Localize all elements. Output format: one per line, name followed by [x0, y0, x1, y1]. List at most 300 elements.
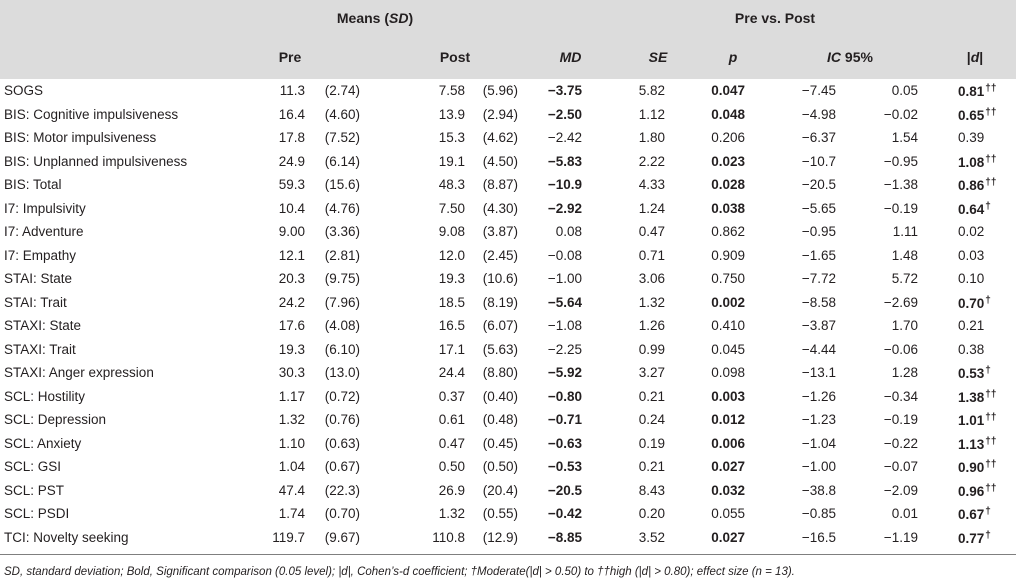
- cell-se: 1.32: [638, 294, 665, 310]
- cell-se: 0.99: [638, 341, 665, 357]
- table-row: [0, 432, 1016, 456]
- cell-pre-sd: (0.63): [324, 435, 360, 451]
- d-header: [955, 49, 995, 65]
- effect-size-marker: †: [985, 200, 991, 212]
- cell-post-sd: (8.87): [482, 177, 518, 192]
- cell-md: −2.92: [547, 200, 582, 216]
- cell-d: [958, 154, 996, 170]
- table-row: [0, 220, 1016, 244]
- cell-pre-sd: (0.67): [324, 459, 360, 474]
- cell-post-mean: 15.3: [438, 130, 465, 145]
- cell-md: −0.42: [547, 506, 582, 521]
- cell-md: −2.25: [547, 341, 582, 357]
- cell-se: 0.24: [638, 412, 665, 427]
- cell-d: [958, 342, 984, 357]
- cell-pre-sd: (9.67): [324, 529, 360, 545]
- cell-se: 1.24: [638, 200, 665, 216]
- cell-ic-low: −1.23: [801, 412, 836, 427]
- cell-d-value: 0.39: [958, 130, 985, 145]
- table-row: [0, 173, 1016, 197]
- cell-ic-low: −4.44: [801, 341, 836, 357]
- cell-ic-high: −0.22: [883, 435, 918, 451]
- cell-d: [958, 483, 996, 499]
- cell-d: [958, 295, 991, 311]
- cell-pre-mean: 11.3: [279, 83, 305, 98]
- cell-d-value: 1.38: [958, 389, 985, 405]
- cell-pre-sd: (2.81): [324, 247, 360, 263]
- cell-d: [958, 177, 996, 193]
- cell-ic-high: 1.70: [891, 318, 918, 333]
- cell-ic-high: 1.28: [891, 365, 918, 380]
- cell-ic-low: −0.95: [801, 224, 836, 239]
- cell-pre-mean: 30.3: [278, 365, 305, 380]
- cell-post-sd: (0.50): [482, 459, 518, 474]
- cell-p: 0.098: [711, 365, 745, 380]
- cell-md: −0.53: [547, 459, 582, 474]
- cell-d-value: 0.38: [958, 341, 985, 357]
- cell-md: −5.64: [547, 294, 582, 310]
- cell-pre-mean: 59.3: [278, 177, 305, 192]
- cell-pre-mean: 47.4: [278, 482, 305, 498]
- cell-post-mean: 12.0: [438, 247, 465, 263]
- cell-label: STAXI: Anger expression: [4, 365, 154, 380]
- cell-ic-low: −8.58: [801, 294, 836, 310]
- cell-pre-sd: (0.72): [324, 388, 360, 404]
- cell-se: 1.12: [638, 106, 665, 122]
- p-label: p: [728, 49, 738, 65]
- cell-pre-mean: 20.3: [278, 271, 305, 286]
- cell-ic-high: 5.72: [891, 271, 918, 286]
- cell-label: BIS: Motor impulsiveness: [4, 130, 157, 145]
- cell-post-sd: (6.07): [482, 318, 518, 333]
- cell-d-value: 1.01: [958, 413, 985, 428]
- table-row: [0, 479, 1016, 503]
- cell-label: BIS: Cognitive impulsiveness: [4, 106, 179, 122]
- cell-label: I7: Impulsivity: [4, 200, 86, 216]
- cell-se: 3.52: [638, 529, 665, 545]
- cell-ic-high: −1.38: [883, 177, 918, 192]
- cell-pre-mean: 24.2: [278, 294, 305, 310]
- cell-post-mean: 7.58: [438, 83, 465, 98]
- cell-ic-high: −0.34: [883, 388, 918, 404]
- cell-p: 0.038: [711, 200, 745, 216]
- cell-d-value: 0.77: [958, 530, 985, 546]
- cell-ic-high: 0.05: [891, 83, 918, 98]
- cell-d-value: 1.08: [958, 154, 985, 170]
- cell-se: 0.47: [638, 224, 665, 239]
- cell-pre-mean: 17.8: [278, 130, 305, 145]
- cell-ic-low: −20.5: [801, 177, 836, 192]
- table-row: [0, 244, 1016, 268]
- cell-ic-high: −0.19: [883, 200, 918, 216]
- cell-d: [958, 389, 996, 405]
- p-header: [718, 49, 748, 65]
- cell-label: STAXI: State: [4, 318, 82, 333]
- cell-post-mean: 26.9: [438, 482, 465, 498]
- cell-pre-sd: (0.70): [324, 506, 360, 521]
- cell-post-sd: (4.50): [482, 153, 518, 169]
- table-row: [0, 291, 1016, 315]
- cell-post-mean: 19.1: [438, 153, 465, 169]
- cell-ic-high: −0.02: [883, 106, 918, 122]
- cell-p: 0.027: [711, 459, 745, 474]
- means-prefix: Means (: [336, 10, 389, 26]
- post-label: Post: [439, 49, 471, 65]
- cell-d-value: 0.81: [958, 84, 985, 99]
- cell-post-sd: (0.55): [482, 506, 518, 521]
- cell-label: TCI: Novelty seeking: [4, 529, 129, 545]
- table-bottom-rule: [0, 554, 1016, 555]
- cell-post-sd: (20.4): [482, 482, 518, 498]
- cell-ic-low: −1.26: [801, 388, 836, 404]
- cell-post-sd: (4.62): [482, 130, 518, 145]
- se-label: SE: [648, 49, 668, 65]
- cell-pre-sd: (7.52): [324, 130, 360, 145]
- cell-pre-mean: 24.9: [278, 153, 305, 169]
- cell-ic-low: −0.85: [801, 506, 836, 521]
- cell-d: [958, 201, 991, 217]
- cell-label: SCL: Anxiety: [4, 435, 82, 451]
- cell-se: 5.82: [638, 83, 665, 98]
- cell-d-value: 0.10: [958, 271, 985, 286]
- table-footnote: SD, standard deviation; Bold, Significant comparison (0.05 level); |d|, Cohen’s-d coefficient; †Moderate(|d| > 0.50) to ††high (|d| > 0.80); effect size (n = 13).: [4, 566, 795, 578]
- cell-p: 0.862: [711, 224, 745, 239]
- cell-post-mean: 9.08: [438, 224, 465, 239]
- table-row: [0, 338, 1016, 362]
- table-row: [0, 455, 1016, 479]
- cell-pre-sd: (7.96): [324, 294, 360, 310]
- table-row: [0, 526, 1016, 550]
- cell-post-sd: (4.30): [482, 200, 518, 216]
- pre-header: [240, 49, 340, 65]
- header-row-1: [0, 0, 1016, 38]
- cell-label: SCL: PST: [4, 482, 65, 498]
- cell-pre-mean: 1.74: [278, 506, 305, 521]
- cell-d: [958, 224, 984, 239]
- cell-post-mean: 13.9: [438, 106, 465, 122]
- cell-md: −8.85: [547, 529, 582, 545]
- cell-p: 0.032: [711, 482, 745, 498]
- cell-d-value: 0.03: [958, 247, 985, 263]
- cell-post-sd: (2.45): [482, 247, 518, 263]
- cell-post-sd: (8.19): [482, 294, 518, 310]
- cell-post-sd: (2.94): [482, 106, 518, 122]
- cell-label: STAI: State: [4, 271, 73, 286]
- cell-ic-high: 0.01: [891, 506, 918, 521]
- cell-ic-low: −3.87: [801, 318, 836, 333]
- cell-se: 0.71: [638, 247, 665, 263]
- cell-d-value: 0.90: [958, 460, 985, 475]
- cell-d: [958, 130, 984, 145]
- means-suffix: ): [408, 10, 414, 26]
- cell-md: −5.83: [547, 153, 582, 169]
- cell-p: 0.023: [711, 153, 745, 169]
- ic-label: IC: [827, 49, 842, 65]
- cell-ic-high: −0.07: [883, 459, 918, 474]
- cell-se: 8.43: [638, 482, 665, 498]
- cell-pre-mean: 1.32: [278, 412, 305, 427]
- cell-md: 0.08: [555, 224, 582, 239]
- cell-d: [958, 107, 996, 123]
- cell-p: 0.003: [711, 388, 745, 404]
- cell-d: [958, 506, 991, 522]
- cell-label: BIS: Unplanned impulsiveness: [4, 153, 188, 169]
- cell-post-mean: 110.8: [432, 529, 465, 545]
- cell-p: 0.028: [711, 177, 745, 192]
- d-bar-left: |: [966, 49, 971, 65]
- cell-post-mean: 1.32: [438, 506, 465, 521]
- cell-ic-high: −0.19: [883, 412, 918, 427]
- cell-d-value: 0.96: [958, 483, 985, 499]
- cell-d-value: 0.65: [958, 107, 985, 123]
- cell-post-sd: (8.80): [482, 365, 518, 380]
- cell-label: I7: Adventure: [4, 224, 84, 239]
- cell-d-value: 0.64: [958, 201, 985, 217]
- cell-d: [958, 365, 991, 381]
- cell-label: SCL: GSI: [4, 459, 62, 474]
- cell-d: [958, 271, 984, 286]
- cell-md: −0.63: [547, 435, 582, 451]
- table-row: [0, 126, 1016, 150]
- d-bar-right: |: [979, 49, 984, 65]
- cell-ic-high: −0.06: [883, 341, 918, 357]
- table-row: [0, 502, 1016, 526]
- cell-md: −1.08: [547, 318, 582, 333]
- cell-pre-sd: (6.10): [324, 341, 360, 357]
- effect-size-marker: ††: [985, 459, 997, 470]
- cell-ic-low: −7.45: [801, 83, 836, 98]
- cell-d: [958, 436, 996, 452]
- cell-pre-sd: (9.75): [324, 271, 360, 286]
- cell-post-sd: (0.40): [482, 388, 518, 404]
- effect-size-marker: ††: [985, 83, 997, 94]
- cell-se: 2.22: [638, 153, 665, 169]
- cell-p: 0.206: [711, 130, 745, 145]
- cell-pre-sd: (13.0): [324, 365, 360, 380]
- cell-d-value: 0.53: [958, 366, 985, 381]
- cell-p: 0.750: [711, 271, 745, 286]
- d-label: d: [970, 49, 980, 65]
- cell-d: [958, 412, 996, 428]
- cell-post-sd: (12.9): [482, 529, 518, 545]
- cell-label: STAI: Trait: [4, 294, 67, 310]
- cell-p: 0.048: [711, 106, 745, 122]
- cell-md: −3.75: [547, 83, 582, 98]
- cell-d-value: 0.21: [958, 318, 985, 333]
- effect-size-marker: †: [985, 365, 991, 376]
- cell-md: −0.08: [547, 247, 582, 263]
- cell-pre-mean: 19.3: [278, 341, 305, 357]
- cell-label: I7: Empathy: [4, 247, 77, 263]
- se-header: [638, 49, 678, 65]
- cell-pre-mean: 9.00: [278, 224, 305, 239]
- cell-p: 0.045: [711, 341, 745, 357]
- cell-d-value: 0.02: [958, 224, 985, 239]
- cell-d-value: 0.70: [958, 295, 985, 311]
- cell-pre-mean: 1.10: [278, 435, 305, 451]
- effect-size-marker: ††: [985, 153, 997, 165]
- cell-ic-low: −13.1: [801, 365, 836, 380]
- effect-size-marker: ††: [985, 435, 997, 447]
- cell-p: 0.006: [711, 435, 745, 451]
- cell-pre-sd: (4.08): [324, 318, 360, 333]
- cell-pre-mean: 119.7: [272, 529, 305, 545]
- header-row-2: [0, 38, 1016, 79]
- effect-size-marker: ††: [985, 106, 997, 118]
- effect-size-marker: ††: [985, 412, 997, 423]
- cell-p: 0.410: [711, 318, 745, 333]
- cell-se: 3.06: [638, 271, 665, 286]
- cell-se: 4.33: [638, 177, 665, 192]
- cell-se: 0.21: [638, 459, 665, 474]
- cell-ic-high: 1.54: [891, 130, 918, 145]
- cell-ic-low: −1.04: [801, 435, 836, 451]
- cell-ic-high: −1.19: [883, 529, 918, 545]
- cell-ic-high: −0.95: [883, 153, 918, 169]
- cell-pre-sd: (2.74): [324, 83, 360, 98]
- cell-se: 0.19: [638, 435, 665, 451]
- cell-md: −1.00: [547, 271, 582, 286]
- cell-label: SCL: Depression: [4, 412, 107, 427]
- cell-pre-sd: (6.14): [324, 153, 360, 169]
- cell-p: 0.027: [711, 529, 745, 545]
- post-header: [405, 49, 505, 65]
- cell-p: 0.047: [711, 83, 745, 98]
- cell-label: SCL: PSDI: [4, 506, 70, 521]
- cell-pre-mean: 1.04: [278, 459, 305, 474]
- prepost-label: Pre vs. Post: [734, 10, 816, 26]
- cell-ic-high: −2.69: [883, 294, 918, 310]
- md-label: MD: [559, 49, 582, 65]
- cell-post-mean: 0.37: [438, 388, 465, 404]
- cell-ic-high: −2.09: [883, 482, 918, 498]
- table-row: [0, 361, 1016, 385]
- cell-pre-mean: 17.6: [278, 318, 305, 333]
- cell-post-mean: 24.4: [438, 365, 465, 380]
- cell-ic-low: −38.8: [801, 482, 836, 498]
- cell-post-mean: 17.1: [438, 341, 465, 357]
- table-body: [0, 79, 1016, 549]
- cell-ic-low: −7.72: [801, 271, 836, 286]
- cell-md: −20.5: [547, 482, 582, 498]
- cell-label: STAXI: Trait: [4, 341, 76, 357]
- cell-pre-sd: (0.76): [324, 412, 360, 427]
- table-row: [0, 79, 1016, 103]
- cell-d-value: 0.86: [958, 178, 985, 193]
- cell-post-sd: (10.6): [482, 271, 518, 286]
- table-row: [0, 150, 1016, 174]
- cell-label: BIS: Total: [4, 177, 62, 192]
- cell-post-mean: 16.5: [438, 318, 465, 333]
- cell-pre-sd: (22.3): [324, 482, 360, 498]
- cell-d: [958, 83, 996, 99]
- cell-md: −2.42: [547, 130, 582, 145]
- cell-ic-low: −5.65: [801, 200, 836, 216]
- cell-d-value: 1.13: [958, 436, 985, 452]
- cell-post-mean: 7.50: [438, 200, 465, 216]
- cell-ic-low: −4.98: [801, 106, 836, 122]
- cell-se: 3.27: [638, 365, 665, 380]
- ic-header: [800, 49, 900, 65]
- cell-pre-mean: 1.17: [278, 388, 305, 404]
- means-header: [225, 10, 525, 26]
- cell-d-value: 0.67: [958, 507, 985, 522]
- cell-se: 1.26: [638, 318, 665, 333]
- cell-pre-sd: (4.60): [324, 106, 360, 122]
- cell-post-mean: 18.5: [438, 294, 465, 310]
- cell-ic-low: −10.7: [801, 153, 836, 169]
- cell-label: SCL: Hostility: [4, 388, 86, 404]
- cell-p: 0.012: [711, 412, 745, 427]
- table-row: [0, 103, 1016, 127]
- cell-post-sd: (5.96): [482, 83, 518, 98]
- table-row: [0, 267, 1016, 291]
- cell-post-sd: (5.63): [482, 341, 518, 357]
- cell-pre-sd: (15.6): [324, 177, 360, 192]
- effect-size-marker: ††: [985, 177, 997, 188]
- cell-label: SOGS: [4, 83, 44, 98]
- cell-post-sd: (0.45): [482, 435, 518, 451]
- effect-size-marker: ††: [985, 482, 997, 494]
- cell-md: −2.50: [547, 106, 582, 122]
- cell-md: −10.9: [547, 177, 582, 192]
- cell-d: [958, 318, 984, 333]
- cell-pre-mean: 16.4: [278, 106, 305, 122]
- cell-md: −0.80: [547, 388, 582, 404]
- cell-post-sd: (0.48): [482, 412, 518, 427]
- cell-se: 0.21: [638, 388, 665, 404]
- table-row: [0, 408, 1016, 432]
- cell-pre-sd: (4.76): [324, 200, 360, 216]
- cell-ic-low: −16.5: [801, 529, 836, 545]
- cell-pre-mean: 12.1: [278, 247, 305, 263]
- cell-ic-high: 1.48: [891, 247, 918, 263]
- md-header: [548, 49, 593, 65]
- cell-pre-sd: (3.36): [324, 224, 360, 239]
- cell-post-mean: 19.3: [438, 271, 465, 286]
- table-row: [0, 385, 1016, 409]
- cell-md: −0.71: [547, 412, 582, 427]
- cell-ic-high: 1.11: [892, 224, 918, 239]
- cell-pre-mean: 10.4: [278, 200, 305, 216]
- cell-d: [958, 530, 991, 546]
- ic-suffix: 95%: [841, 49, 873, 65]
- pre-label: Pre: [278, 49, 302, 65]
- cell-ic-low: −1.65: [801, 247, 836, 263]
- cell-post-mean: 0.61: [438, 412, 465, 427]
- prepost-header: [540, 10, 1010, 26]
- effect-size-marker: ††: [985, 388, 997, 400]
- cell-p: 0.055: [711, 506, 745, 521]
- cell-p: 0.002: [711, 294, 745, 310]
- cell-ic-low: −6.37: [801, 130, 836, 145]
- cell-se: 1.80: [638, 130, 665, 145]
- effect-size-marker: †: [985, 294, 991, 306]
- cell-post-mean: 0.50: [438, 459, 465, 474]
- cell-d: [958, 459, 996, 475]
- means-sd-label: SD: [389, 10, 409, 26]
- cell-post-mean: 0.47: [438, 435, 465, 451]
- cell-post-mean: 48.3: [438, 177, 465, 192]
- table-row: [0, 314, 1016, 338]
- effect-size-marker: †: [985, 529, 991, 541]
- cell-d: [958, 248, 984, 263]
- cell-se: 0.20: [638, 506, 665, 521]
- table-row: [0, 197, 1016, 221]
- cell-ic-low: −1.00: [801, 459, 836, 474]
- effect-size-marker: †: [985, 506, 991, 517]
- cell-post-sd: (3.87): [482, 224, 518, 239]
